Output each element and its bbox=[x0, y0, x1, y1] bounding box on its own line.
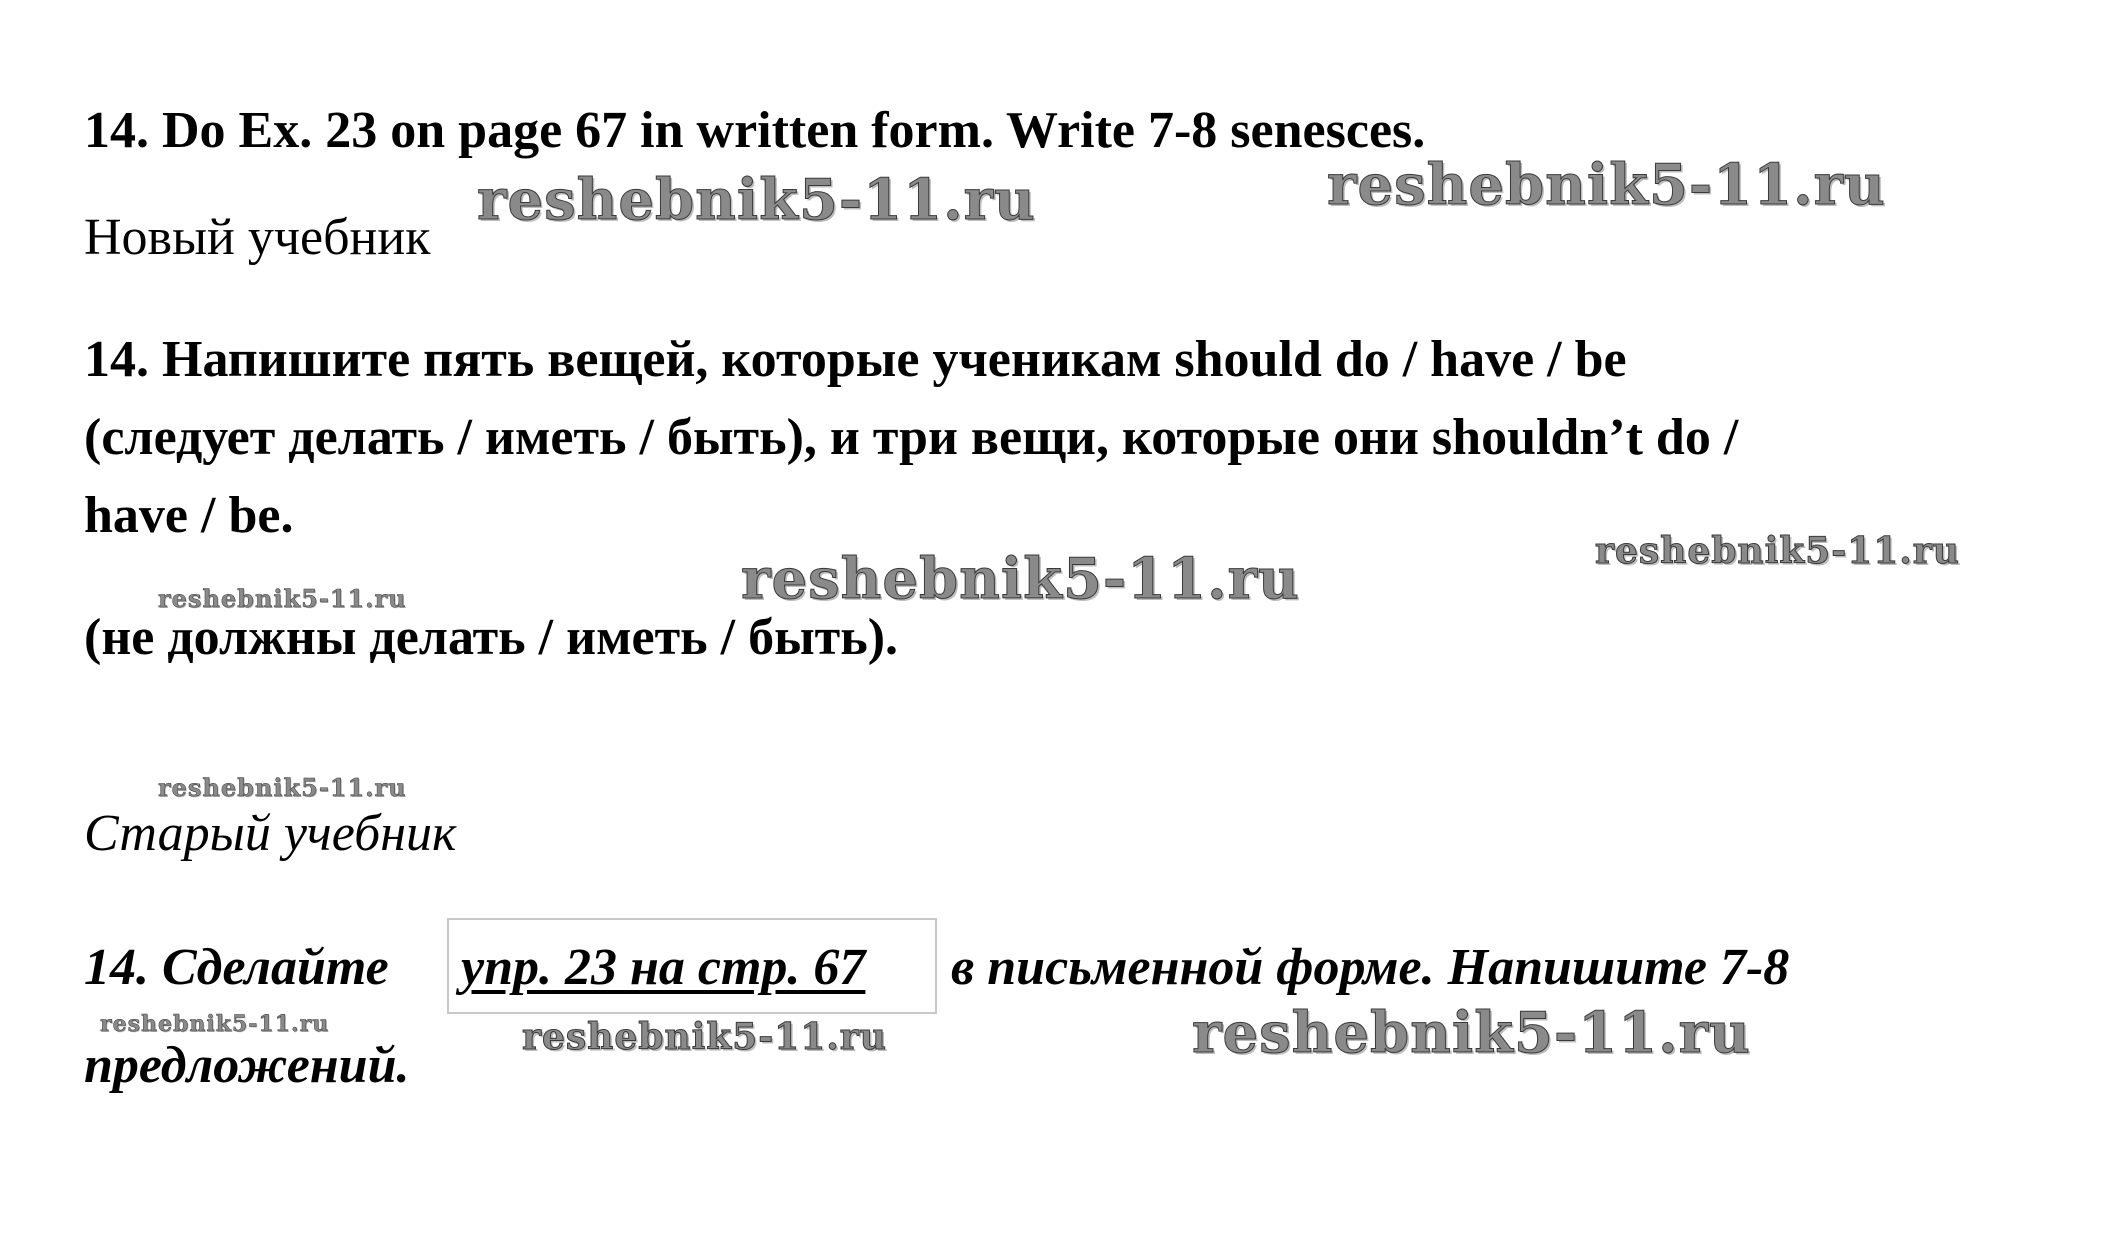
task-english: 14. Do Ex. 23 on page 67 in written form. Write 7-8 senesces. bbox=[84, 102, 1426, 159]
new-task-line-2: (следует делать / иметь / быть), и три вещи, которые они shouldn’t do / bbox=[84, 409, 1739, 466]
old-textbook-label: Старый учебник bbox=[84, 805, 457, 862]
watermark: reshebnik5-11.ru bbox=[100, 1011, 330, 1037]
new-task-line-3: have / be. bbox=[84, 487, 294, 544]
watermark: reshebnik5-11.ru bbox=[741, 546, 1300, 612]
new-task-line-4: (не должны делать / иметь / быть). bbox=[84, 609, 899, 666]
old-task-suffix: в письменной форме. Напишите 7-8 bbox=[951, 939, 1790, 996]
watermark: reshebnik5-11.ru bbox=[1192, 1000, 1751, 1066]
watermark: reshebnik5-11.ru bbox=[158, 584, 407, 613]
watermark: reshebnik5-11.ru bbox=[1327, 152, 1886, 218]
old-task-prefix: 14. Сделайте bbox=[84, 939, 389, 996]
new-task-line-1: 14. Напишите пять вещей, которые ученикам should do / have / be bbox=[84, 331, 1627, 388]
watermark: reshebnik5-11.ru bbox=[158, 773, 407, 802]
watermark: reshebnik5-11.ru bbox=[477, 167, 1036, 233]
new-textbook-label: Новый учебник bbox=[84, 209, 431, 266]
old-task-line-2: предложений. bbox=[84, 1037, 410, 1094]
exercise-link[interactable]: упр. 23 на стр. 67 bbox=[461, 939, 866, 996]
watermark: reshebnik5-11.ru bbox=[1595, 530, 1960, 572]
watermark: reshebnik5-11.ru bbox=[522, 1016, 887, 1058]
